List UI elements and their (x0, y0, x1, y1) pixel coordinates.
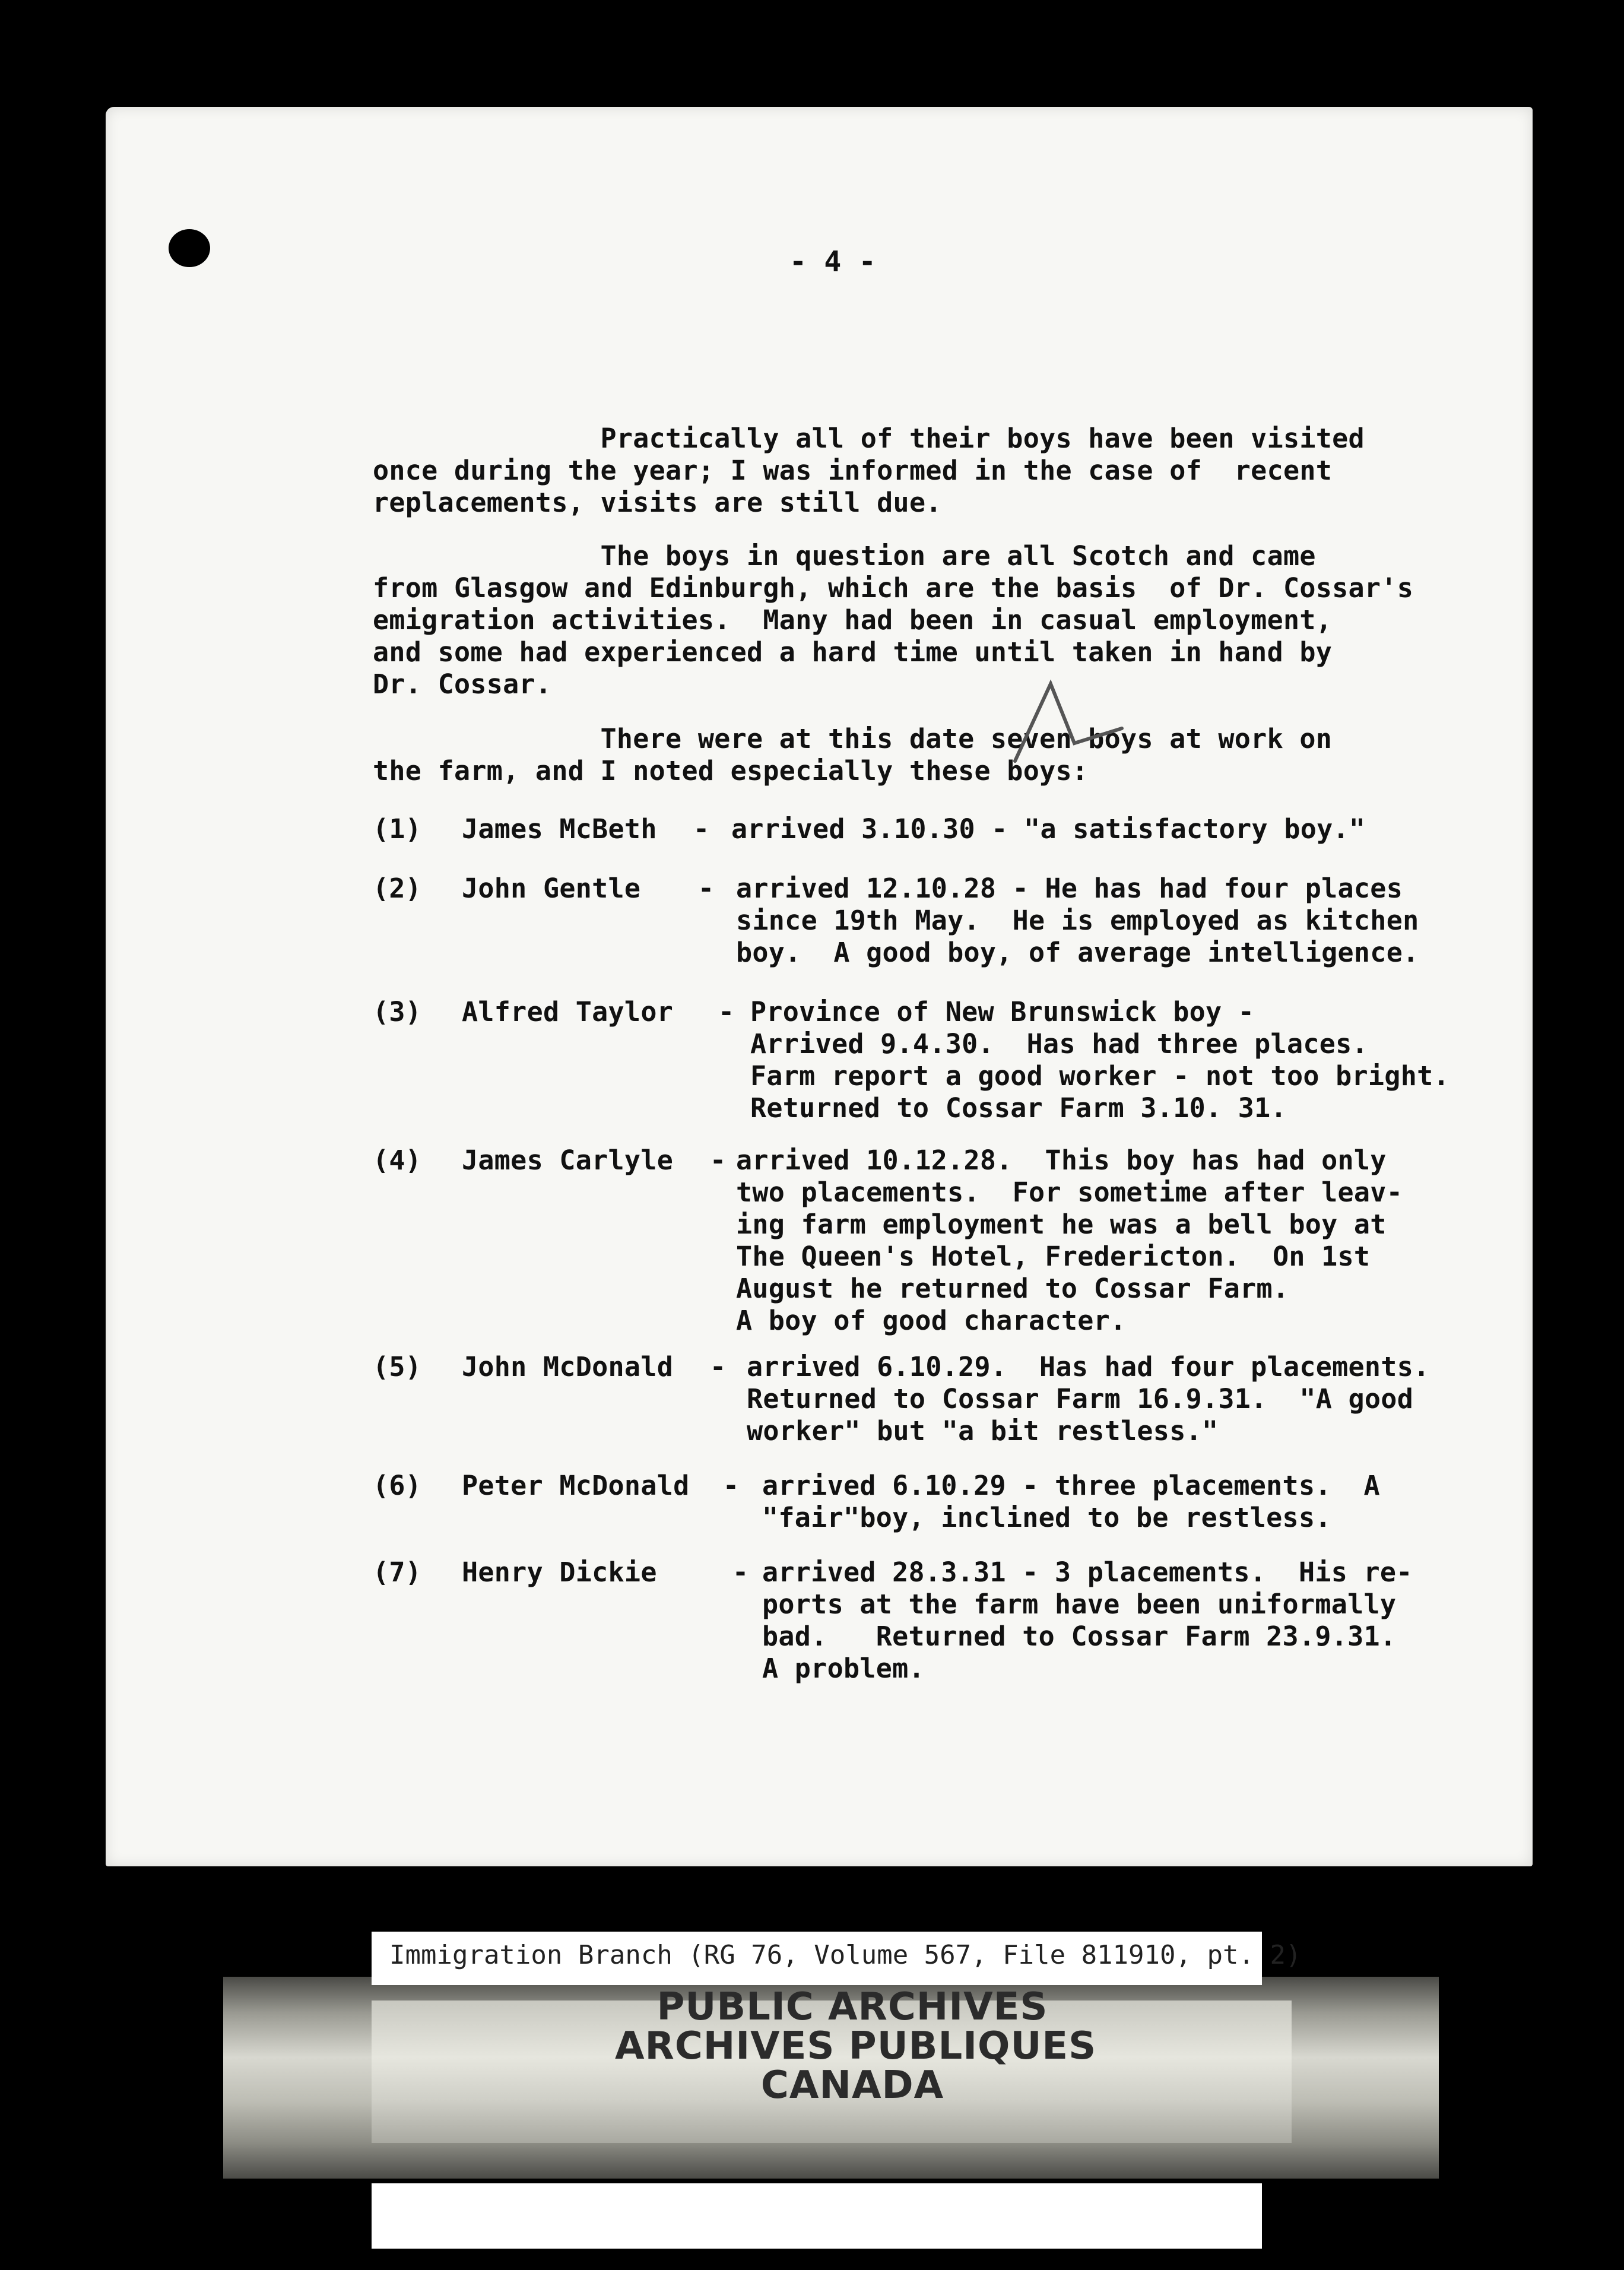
entry-body (762, 1556, 1413, 1685)
boy-name: James McBeth (462, 813, 657, 845)
boy-name: John Gentle (462, 873, 641, 904)
entry-dash: - (718, 996, 735, 1028)
paragraph-line: the farm, and I noted especially these boys: (373, 755, 1089, 787)
entry-line: Returned to Cossar Farm 16.9.31. "A good (747, 1383, 1414, 1415)
paragraph-line: emigration activities. Many had been in casual employment, (373, 604, 1333, 636)
entry-dash: - (710, 1144, 727, 1176)
entry-body (750, 996, 1449, 1124)
paragraph-line: once during the year; I was informed in the case of recent (373, 455, 1333, 486)
paragraph-1 (373, 423, 1536, 519)
entry-dash: - (723, 1470, 740, 1501)
entry-line: Farm report a good worker - not too bright. (750, 1060, 1449, 1092)
punch-hole (169, 229, 210, 267)
paragraph-line: replacements, visits are still due. (373, 487, 942, 518)
entry-number: (5) (373, 1351, 422, 1383)
stamp-line-3: CANADA (760, 2063, 944, 2107)
boy-name: Henry Dickie (462, 1556, 657, 1588)
entry-line: "fair"boy, inclined to be restless. (762, 1502, 1331, 1533)
entry-number: (1) (373, 813, 422, 845)
paragraph-line: Dr. Cossar. (373, 668, 552, 700)
pencil-caret-mark (1009, 672, 1128, 773)
entry-number: (6) (373, 1470, 422, 1501)
boy-name: Alfred Taylor (462, 996, 674, 1028)
entry-number: (2) (373, 873, 422, 904)
entry-body (747, 1351, 1429, 1447)
entry-line: worker" but "a bit restless." (747, 1415, 1219, 1447)
boy-name: James Carlyle (462, 1144, 674, 1176)
paragraph-line: There were at this date seven boys at work on (373, 723, 1333, 754)
entry-line: ports at the farm have been uniformally (762, 1589, 1397, 1620)
paragraph-line: Practically all of their boys have been visited (373, 423, 1365, 454)
entry-line: arrived 6.10.29 - three placements. A (762, 1470, 1380, 1501)
paragraph-line: and some had experienced a hard time until taken in hand by (373, 636, 1333, 668)
entry-dash: - (710, 1351, 727, 1383)
entry-body (736, 873, 1419, 969)
archives-stamp (615, 1985, 1097, 2107)
entry-number: (7) (373, 1556, 422, 1588)
entry-line: arrived 12.10.28 - He has had four places (736, 873, 1403, 904)
archive-tape (223, 1977, 1439, 2179)
boy-name: John McDonald (462, 1351, 674, 1383)
entry-body (762, 1470, 1380, 1534)
entry-line: A problem. (762, 1653, 925, 1684)
entry-line: arrived 6.10.29. Has had four placements. (747, 1351, 1430, 1383)
paragraph-line: from Glasgow and Edinburgh, which are the basis of Dr. Cossar's (373, 572, 1414, 604)
archive-label (372, 1932, 1302, 1985)
entry-dash: - (698, 873, 715, 904)
paragraph-line: The boys in question are all Scotch and came (373, 540, 1316, 572)
bottom-paper-strip (372, 2183, 1262, 2249)
entry-line: two placements. For sometime after leav- (736, 1177, 1403, 1208)
page-number: - 4 - (789, 245, 876, 278)
entry-line: boy. A good boy, of average intelligence. (736, 937, 1419, 968)
entry-number: (4) (373, 1144, 422, 1176)
paragraph-3 (373, 723, 1536, 787)
stamp-line-2: ARCHIVES PUBLIQUES (615, 2024, 1097, 2068)
paragraph-2 (373, 540, 1536, 700)
entry-number: (3) (373, 996, 422, 1028)
entry-line: ing farm employment he was a bell boy at (736, 1209, 1387, 1240)
boy-name: Peter McDonald (462, 1470, 690, 1501)
entry-line: Arrived 9.4.30. Has had three places. (750, 1028, 1368, 1060)
entry-line: arrived 10.12.28. This boy has had only (736, 1144, 1387, 1176)
entry-line: arrived 3.10.30 - "a satisfactory boy." (731, 813, 1366, 845)
entry-dash: - (693, 813, 710, 845)
entry-line: Province of New Brunswick boy - (750, 996, 1255, 1028)
entry-dash: - (732, 1556, 749, 1588)
entry-line: bad. Returned to Cossar Farm 23.9.31. (762, 1621, 1397, 1652)
stamp-line-1: PUBLIC ARCHIVES (656, 1985, 1048, 2029)
entry-line: since 19th May. He is employed as kitchen (736, 905, 1419, 936)
entry-line: August he returned to Cossar Farm. (736, 1273, 1289, 1304)
entry-line: A boy of good character. (736, 1305, 1127, 1336)
entry-body (736, 1144, 1403, 1337)
entry-body (731, 813, 1365, 845)
entry-line: arrived 28.3.31 - 3 placements. His re- (762, 1556, 1413, 1588)
entry-line: The Queen's Hotel, Fredericton. On 1st (736, 1241, 1371, 1272)
entry-line: Returned to Cossar Farm 3.10. 31. (750, 1092, 1287, 1124)
archive-label-text: Immigration Branch (RG 76, Volume 567, File 811910, pt. 2) (389, 1940, 1302, 1970)
